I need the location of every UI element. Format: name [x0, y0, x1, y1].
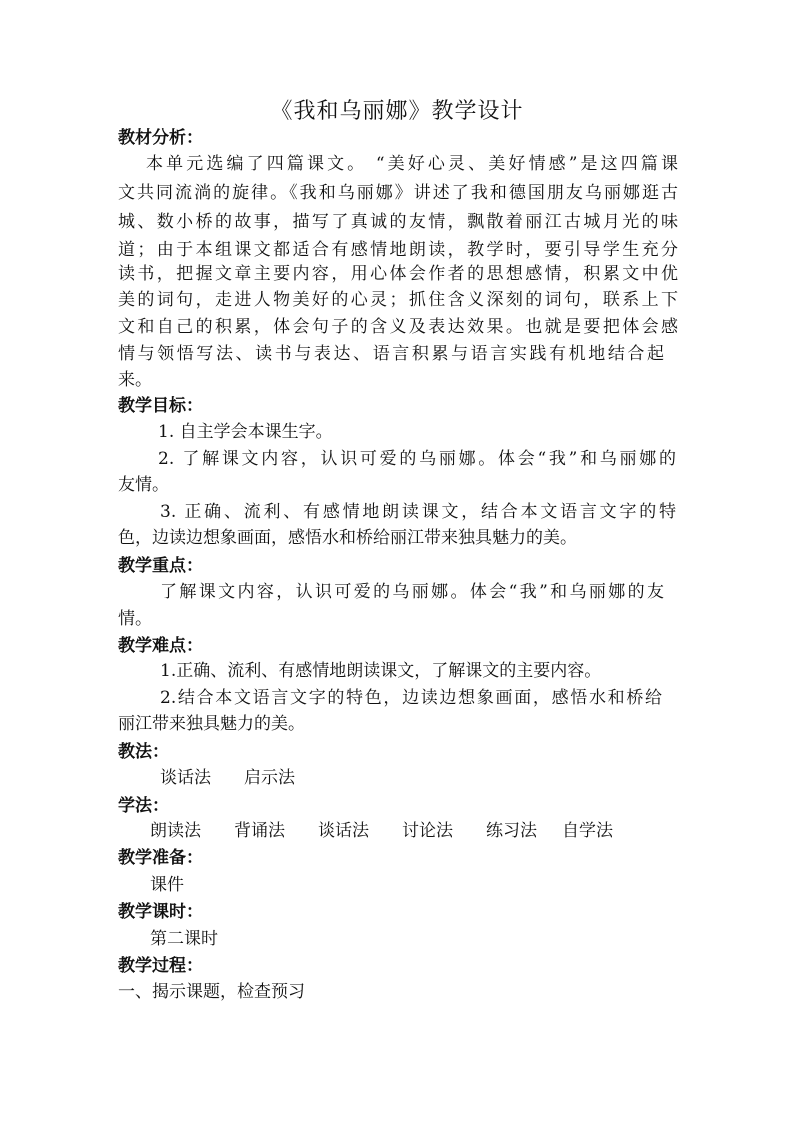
- goal-item: 色，边读边想象画面，感悟水和桥给丽江带来独具魅力的美。: [118, 528, 577, 548]
- difficulty-heading: 教学难点：: [118, 636, 203, 656]
- preparation-heading: 教学准备：: [118, 848, 203, 868]
- learning-methods-heading: 学法：: [118, 796, 169, 816]
- analysis-line: 来。: [118, 370, 152, 390]
- analysis-line: 文共同流淌的旋律。《我和乌丽娜》讲述了我和德国朋友乌丽娜逛古: [118, 183, 678, 203]
- difficulty-line: 1.正确、流利、有感情地朗读课文，了解课文的主要内容。: [160, 661, 602, 681]
- focus-line: 了解课文内容，认识可爱的乌丽娜。体会“我”和乌丽娜的友: [160, 582, 664, 602]
- goal-item: 友情。: [118, 475, 169, 495]
- focus-line: 情。: [118, 609, 152, 629]
- preparation-text: 课件: [150, 875, 184, 895]
- analysis-line: 读书，把握文章主要内容，用心体会作者的思想感情，积累文中优: [118, 264, 678, 284]
- learning-method-item: 朗读法: [150, 821, 201, 841]
- goal-item: 3. 正确、流利、有感情地朗读课文，结合本文语言文字的特: [160, 502, 676, 522]
- goal-item: 1. 自主学会本课生字。: [158, 422, 333, 442]
- analysis-line: 情与领悟写法、读书与表达、语言积累与语言实践有机地结合起: [118, 344, 664, 364]
- teaching-methods-heading: 教法：: [118, 742, 169, 762]
- difficulty-line: 2.结合本文语言文字的特色，边读边想象画面，感悟水和桥给: [160, 688, 662, 708]
- analysis-line: 城、数小桥的故事，描写了真诚的友情，飘散着丽江古城月光的味: [118, 212, 678, 232]
- learning-method-item: 谈话法: [318, 821, 369, 841]
- focus-heading: 教学重点：: [118, 556, 203, 576]
- goals-heading: 教学目标：: [118, 396, 203, 416]
- teaching-method-item: 启示法: [244, 768, 295, 788]
- process-heading: 教学过程：: [118, 956, 203, 976]
- analysis-line: 美的词句，走进人物美好的心灵；抓住含义深刻的词句，联系上下: [118, 290, 678, 310]
- difficulty-line: 丽江带来独具魅力的美。: [118, 714, 305, 734]
- learning-method-item: 讨论法: [402, 821, 453, 841]
- analysis-line: 本单元选编了四篇课文。 “美好心灵、美好情感”是这四篇课: [146, 154, 678, 174]
- process-step: 一、揭示课题，检查预习: [118, 982, 305, 1002]
- document-title: 《我和乌丽娜》教学设计: [270, 99, 524, 124]
- period-heading: 教学课时：: [118, 902, 203, 922]
- learning-method-item: 背诵法: [234, 821, 285, 841]
- analysis-line: 文和自己的积累，体会句子的含义及表达效果。也就是要把体会感: [118, 317, 678, 337]
- analysis-heading: 教材分析：: [118, 128, 203, 148]
- learning-method-item: 自学法: [562, 821, 613, 841]
- analysis-line: 道；由于本组课文都适合有感情地朗读，教学时，要引导学生充分: [118, 240, 678, 260]
- goal-item: 2. 了解课文内容，认识可爱的乌丽娜。体会“我”和乌丽娜的: [158, 449, 676, 469]
- teaching-method-item: 谈话法: [160, 768, 211, 788]
- period-text: 第二课时: [150, 929, 218, 949]
- learning-method-item: 练习法: [486, 821, 537, 841]
